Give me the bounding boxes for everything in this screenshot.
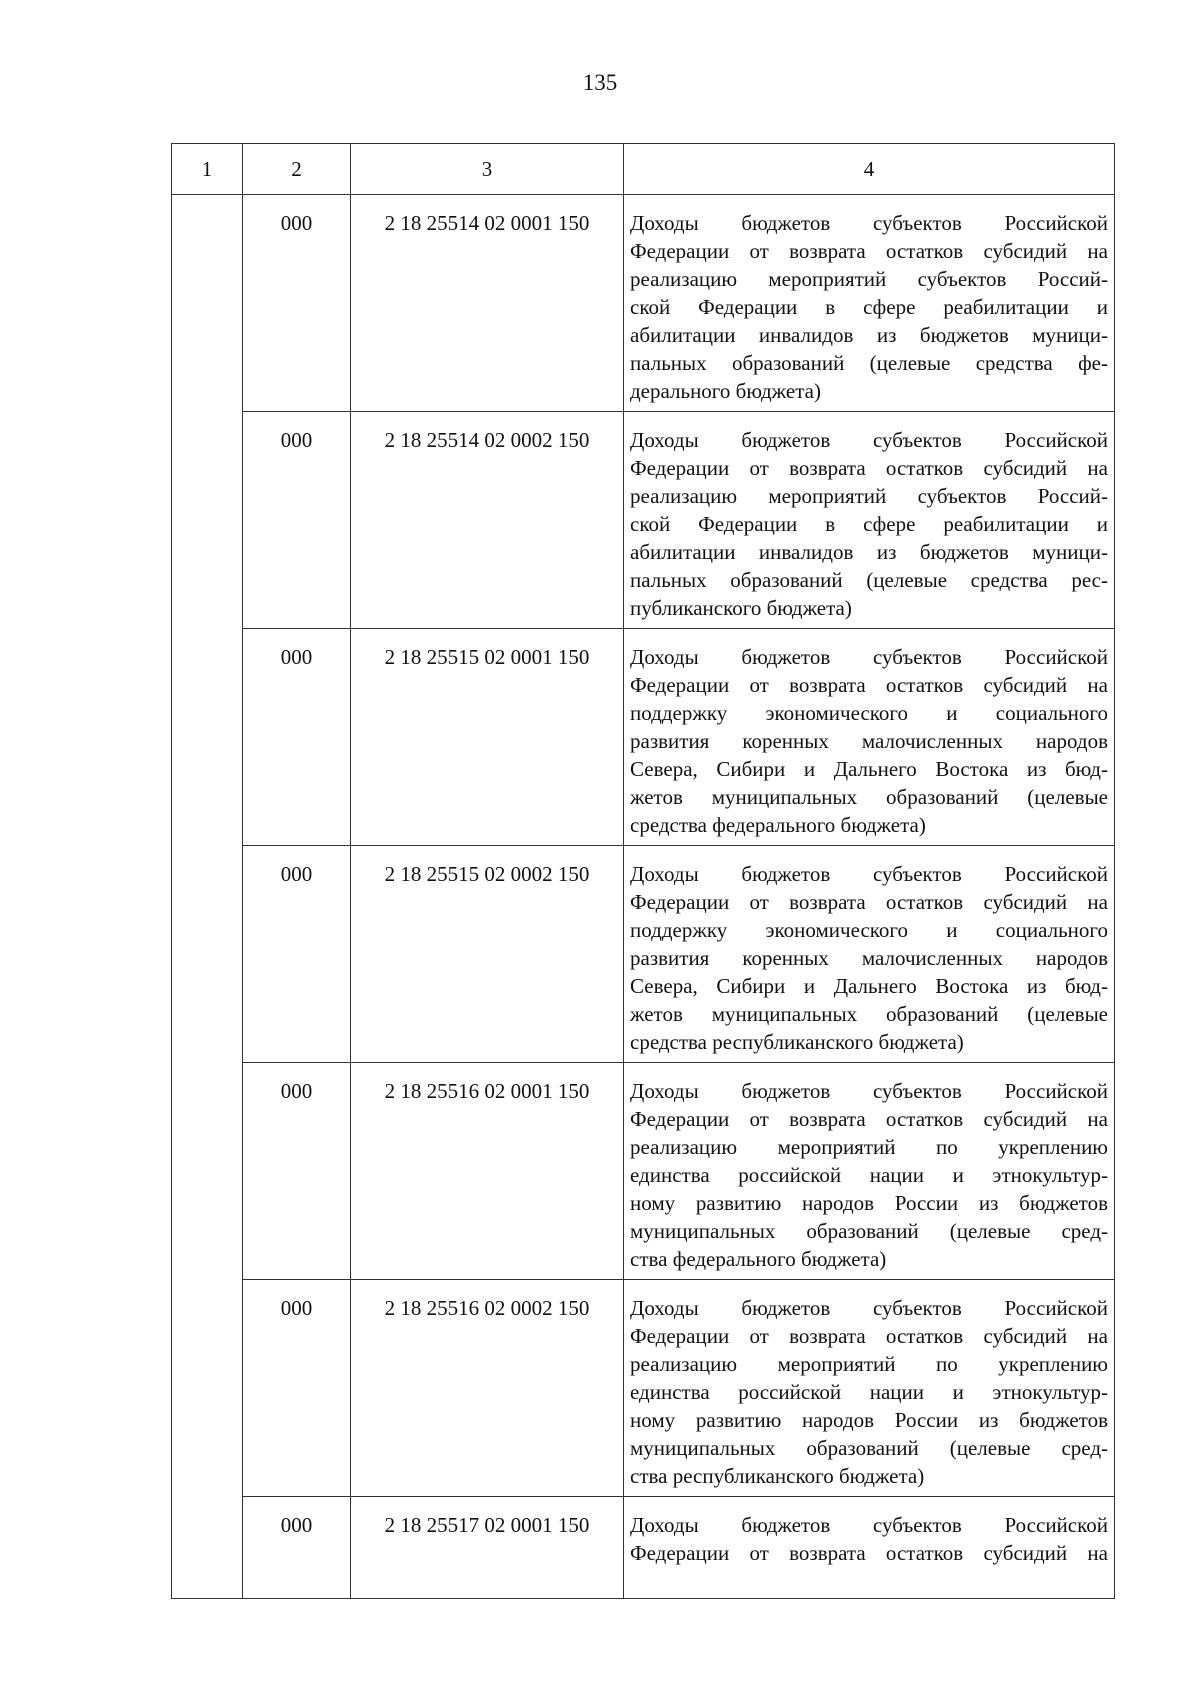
description-line: реализацию мероприятий субъектов Россий- — [630, 484, 1108, 508]
table-row — [172, 1063, 1115, 1280]
description-line: муниципальных образований (целевые сред- — [630, 1436, 1108, 1460]
description-line: средства республиканского бюджета) — [630, 1030, 964, 1054]
table-row — [172, 629, 1115, 846]
table-header-row — [172, 144, 1115, 195]
description-line: пальных образований (целевые средства рес- — [630, 568, 1108, 592]
description-line: ства республиканского бюджета) — [630, 1464, 925, 1488]
table-row — [172, 412, 1115, 629]
classification-code-cell: 2 18 25516 02 0001 150 — [351, 1063, 624, 1280]
description-line: Севера, Сибири и Дальнего Востока из бюд- — [630, 757, 1108, 781]
admin-code-cell: 000 — [243, 412, 351, 629]
description-line: жетов муниципальных образований (целевые — [630, 1002, 1108, 1026]
description-line: Севера, Сибири и Дальнего Востока из бюд- — [630, 974, 1108, 998]
table-body — [172, 195, 1115, 1599]
page-number: 135 — [582, 70, 618, 95]
description-line: Федерации от возврата остатков субсидий на — [630, 1107, 1108, 1131]
description-cell — [624, 1280, 1115, 1497]
description-line: единства российской нации и этнокультур- — [630, 1163, 1108, 1187]
description-line: Федерации от возврата остатков субсидий на — [630, 1541, 1108, 1565]
description-line: абилитации инвалидов из бюджетов муници- — [630, 323, 1108, 347]
description-line: ской Федерации в сфере реабилитации и — [630, 295, 1108, 319]
description-line: поддержку экономического и социального — [630, 918, 1108, 942]
description-line: Доходы бюджетов субъектов Российской — [630, 1079, 1108, 1103]
description-line: Доходы бюджетов субъектов Российской — [630, 211, 1108, 235]
table-row — [172, 195, 1115, 412]
description-line: ному развитию народов России из бюджетов — [630, 1191, 1108, 1215]
admin-code-cell: 000 — [243, 195, 351, 412]
empty-first-column — [172, 195, 243, 1599]
description-line: дерального бюджета) — [630, 379, 821, 403]
description-line: развития коренных малочисленных народов — [630, 946, 1108, 970]
description-line: жетов муниципальных образований (целевые — [630, 785, 1108, 809]
admin-code-cell: 000 — [243, 1063, 351, 1280]
description-line: ства федерального бюджета) — [630, 1247, 887, 1271]
classification-code-cell: 2 18 25515 02 0001 150 — [351, 629, 624, 846]
description-line: муниципальных образований (целевые сред- — [630, 1219, 1108, 1243]
classification-code-cell: 2 18 25516 02 0002 150 — [351, 1280, 624, 1497]
admin-code-cell: 000 — [243, 1280, 351, 1497]
description-line: Федерации от возврата остатков субсидий на — [630, 890, 1108, 914]
table-row — [172, 1497, 1115, 1599]
description-line: абилитации инвалидов из бюджетов муници- — [630, 540, 1108, 564]
budget-classification-table — [171, 143, 1115, 1599]
description-line: ской Федерации в сфере реабилитации и — [630, 512, 1108, 536]
description-line: реализацию мероприятий по укреплению — [630, 1135, 1108, 1159]
description-line: Федерации от возврата остатков субсидий на — [630, 1324, 1108, 1348]
admin-code-cell: 000 — [243, 846, 351, 1063]
classification-code-cell: 2 18 25517 02 0001 150 — [351, 1497, 624, 1599]
description-cell — [624, 412, 1115, 629]
description-line: Федерации от возврата остатков субсидий на — [630, 239, 1108, 263]
description-line: единства российской нации и этнокультур- — [630, 1380, 1108, 1404]
description-cell — [624, 846, 1115, 1063]
description-line: реализацию мероприятий по укреплению — [630, 1352, 1108, 1376]
table-row — [172, 1280, 1115, 1497]
description-line: публиканского бюджета) — [630, 596, 852, 620]
description-line: Доходы бюджетов субъектов Российской — [630, 862, 1108, 886]
classification-code-cell: 2 18 25514 02 0002 150 — [351, 412, 624, 629]
admin-code-cell: 000 — [243, 1497, 351, 1599]
description-line: пальных образований (целевые средства фе- — [630, 351, 1108, 375]
description-line: Доходы бюджетов субъектов Российской — [630, 645, 1108, 669]
description-line: Доходы бюджетов субъектов Российской — [630, 1296, 1108, 1320]
header-col-1: 1 — [172, 144, 243, 195]
header-col-2: 2 — [243, 144, 351, 195]
table-row — [172, 846, 1115, 1063]
description-line: развития коренных малочисленных народов — [630, 729, 1108, 753]
description-line: ному развитию народов России из бюджетов — [630, 1408, 1108, 1432]
description-line: Федерации от возврата остатков субсидий на — [630, 456, 1108, 480]
header-col-3: 3 — [351, 144, 624, 195]
description-cell — [624, 195, 1115, 412]
description-line: поддержку экономического и социального — [630, 701, 1108, 725]
description-cell — [624, 1497, 1115, 1599]
classification-code-cell: 2 18 25514 02 0001 150 — [351, 195, 624, 412]
admin-code-cell: 000 — [243, 629, 351, 846]
description-line: средства федерального бюджета) — [630, 813, 926, 837]
description-cell — [624, 629, 1115, 846]
description-line: реализацию мероприятий субъектов Россий- — [630, 267, 1108, 291]
description-line: Доходы бюджетов субъектов Российской — [630, 1513, 1108, 1537]
classification-code-cell: 2 18 25515 02 0002 150 — [351, 846, 624, 1063]
description-line: Доходы бюджетов субъектов Российской — [630, 428, 1108, 452]
description-cell — [624, 1063, 1115, 1280]
description-line: Федерации от возврата остатков субсидий на — [630, 673, 1108, 697]
header-col-4: 4 — [624, 144, 1115, 195]
